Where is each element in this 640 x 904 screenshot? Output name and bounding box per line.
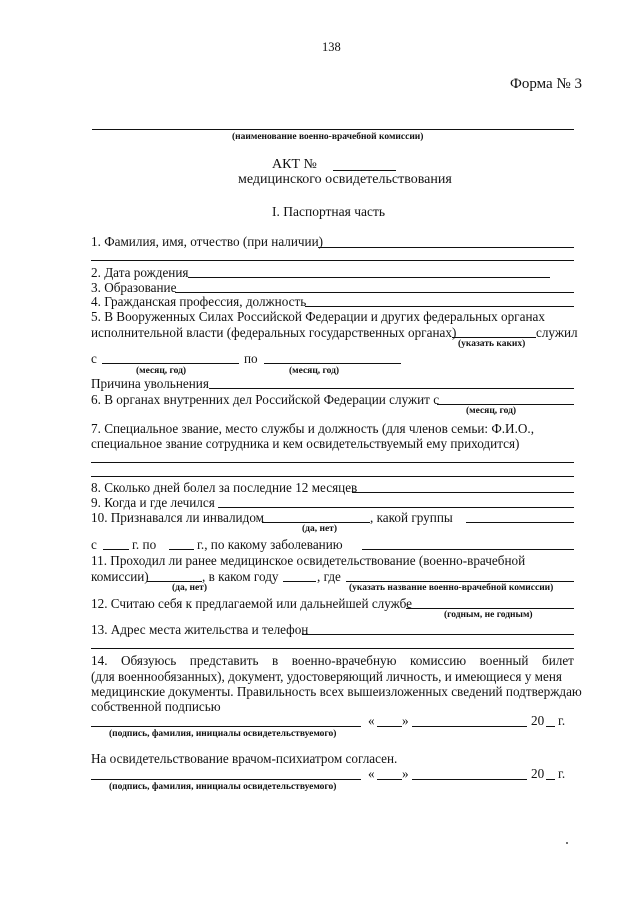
field-12-label: 12. Считаю себя к предлагаемой или дальнейшей службе [91, 596, 412, 611]
day-line-1[interactable] [377, 726, 402, 727]
field-5-to-line[interactable] [264, 363, 401, 364]
field-7-line-2: специальное звание сотрудника и кем освидетельствуемый ему приходится) [91, 436, 520, 451]
field-8-label: 8. Сколько дней болел за последние 12 месяцев [91, 480, 358, 495]
field-9-line[interactable] [218, 507, 574, 508]
field-10b-to-line[interactable] [169, 549, 194, 550]
quote-open-2: « [368, 766, 375, 781]
signature-caption-1: (подпись, фамилия, инициалы освидетельствуемого) [109, 729, 337, 739]
year-suffix-1: г. [558, 713, 566, 728]
field-10b-disease-line[interactable] [362, 549, 574, 550]
field-13-line-2[interactable] [91, 648, 574, 649]
year-line-2[interactable] [546, 779, 555, 780]
act-title: АКТ № [272, 157, 317, 172]
signature-caption-2: (подпись, фамилия, инициалы освидетельствуемого) [109, 782, 337, 792]
f14-word: Обязуюсь [121, 653, 177, 668]
field-10-group-line[interactable] [466, 522, 574, 523]
field-5-from-caption: (месяц, год) [136, 366, 187, 376]
field-5-specify-caption: (указать каких) [458, 339, 526, 349]
field-11-yesno-line[interactable] [147, 581, 202, 582]
quote-open-1: « [368, 713, 375, 728]
field-1-line-2[interactable] [91, 260, 574, 261]
field-8-line[interactable] [352, 492, 574, 493]
field-12-line[interactable] [406, 608, 574, 609]
field-5-agency-line[interactable] [452, 337, 536, 338]
field-5-reason-line[interactable] [209, 388, 574, 389]
f14-word: представить [189, 653, 259, 668]
field-10-group-label: , какой группы [370, 510, 453, 525]
field-14-line-4: собственной подписью [91, 699, 221, 714]
year-suffix-2: г. [558, 766, 566, 781]
field-11-year-line[interactable] [283, 581, 316, 582]
f14-word: военный [479, 653, 529, 668]
field-1-label: 1. Фамилия, имя, отчество (при наличии) [91, 234, 324, 249]
field-10-label: 10. Признавался ли инвалидом [91, 510, 265, 525]
commission-caption: (наименование военно-врачебной комиссии) [232, 132, 424, 142]
year-line-1[interactable] [546, 726, 555, 727]
act-number-line[interactable] [333, 170, 396, 171]
act-subtitle: медицинского освидетельствования [238, 172, 452, 187]
field-13-label: 13. Адрес места жительства и телефон [91, 622, 309, 637]
field-5-to-label: по [244, 351, 258, 366]
field-5-reason-label: Причина увольнения [91, 376, 209, 391]
form-label: Форма № 3 [510, 76, 582, 92]
field-9-label: 9. Когда и где лечился [91, 495, 215, 510]
year-prefix-1: 20 [531, 713, 545, 728]
day-line-2[interactable] [377, 779, 402, 780]
field-5-to-caption: (месяц, год) [289, 366, 340, 376]
month-line-1[interactable] [412, 726, 527, 727]
f14-word: 14. [91, 653, 108, 668]
year-prefix-2: 20 [531, 766, 545, 781]
signature-line-2[interactable] [91, 779, 361, 780]
f14-word: билет [541, 653, 574, 668]
psychiatrist-consent: На освидетельствование врачом-психиатром согласен. [91, 751, 398, 766]
page-number: 138 [322, 40, 341, 54]
field-11-caption-commission: (указать название военно-врачебной комиссии) [349, 583, 554, 593]
field-5-served: служил [536, 325, 578, 340]
field-11-where-line[interactable] [346, 581, 574, 582]
field-11-line-1: 11. Проходил ли ранее медицинское освидетельствование (военно-врачебной [91, 553, 526, 568]
field-11-year-label: , в каком году [202, 569, 279, 584]
scan-speck [566, 842, 568, 844]
field-10b-mid: г. по [132, 537, 157, 552]
field-5-from-line[interactable] [102, 363, 239, 364]
commission-line[interactable] [92, 129, 574, 130]
field-14-line-1 [91, 653, 574, 669]
field-6-caption: (месяц, год) [466, 406, 517, 416]
field-7-line-1: 7. Специальное звание, место службы и должность (для членов семьи: Ф.И.О., [91, 421, 534, 436]
field-13-line[interactable] [302, 634, 574, 635]
field-11-where-label: , где [317, 569, 341, 584]
section-title: I. Паспортная часть [272, 204, 386, 219]
quote-close-1: » [402, 713, 409, 728]
field-6-label: 6. В органах внутренних дел Российской Федерации служит с [91, 392, 440, 407]
field-1-line[interactable] [318, 247, 574, 248]
field-5-line-1: 5. В Вооруженных Силах Российской Федерации и других федеральных органах [91, 309, 545, 324]
field-10b-from-line[interactable] [103, 549, 129, 550]
field-3-label: 3. Образование [91, 280, 177, 295]
field-2-line[interactable] [188, 277, 550, 278]
quote-close-2: » [402, 766, 409, 781]
field-11-caption-yesno: (да, нет) [172, 583, 207, 593]
field-4-label: 4. Гражданская профессия, должность [91, 294, 307, 309]
field-4-line[interactable] [305, 306, 574, 307]
field-10b-from: с [91, 537, 97, 552]
field-12-caption: (годным, не годным) [444, 610, 533, 620]
field-2-label: 2. Дата рождения [91, 265, 189, 280]
field-7-line-b[interactable] [91, 476, 574, 477]
field-10-caption: (да, нет) [302, 524, 337, 534]
field-5-from-label: с [91, 351, 97, 366]
f14-word: военно-врачебную [291, 653, 397, 668]
field-5-line-2: исполнительной власти (федеральных государственных органах) [91, 325, 457, 340]
field-11-commission: комиссии) [91, 569, 149, 584]
field-6-line[interactable] [437, 404, 574, 405]
field-14-line-3: медицинские документы. Правильность всех вышеизложенных сведений подтверждаю [91, 684, 582, 699]
month-line-2[interactable] [412, 779, 527, 780]
field-10b-end: г., по какому заболеванию [197, 537, 343, 552]
field-3-line[interactable] [175, 292, 574, 293]
field-14-line-2: (для военнообязанных), документ, удостоверяющий личность, и имеющиеся у меня [91, 669, 562, 684]
field-7-line-a[interactable] [91, 462, 574, 463]
f14-word: в [272, 653, 279, 668]
signature-line-1[interactable] [91, 726, 361, 727]
f14-word: комиссию [410, 653, 467, 668]
field-10-line[interactable] [262, 522, 370, 523]
